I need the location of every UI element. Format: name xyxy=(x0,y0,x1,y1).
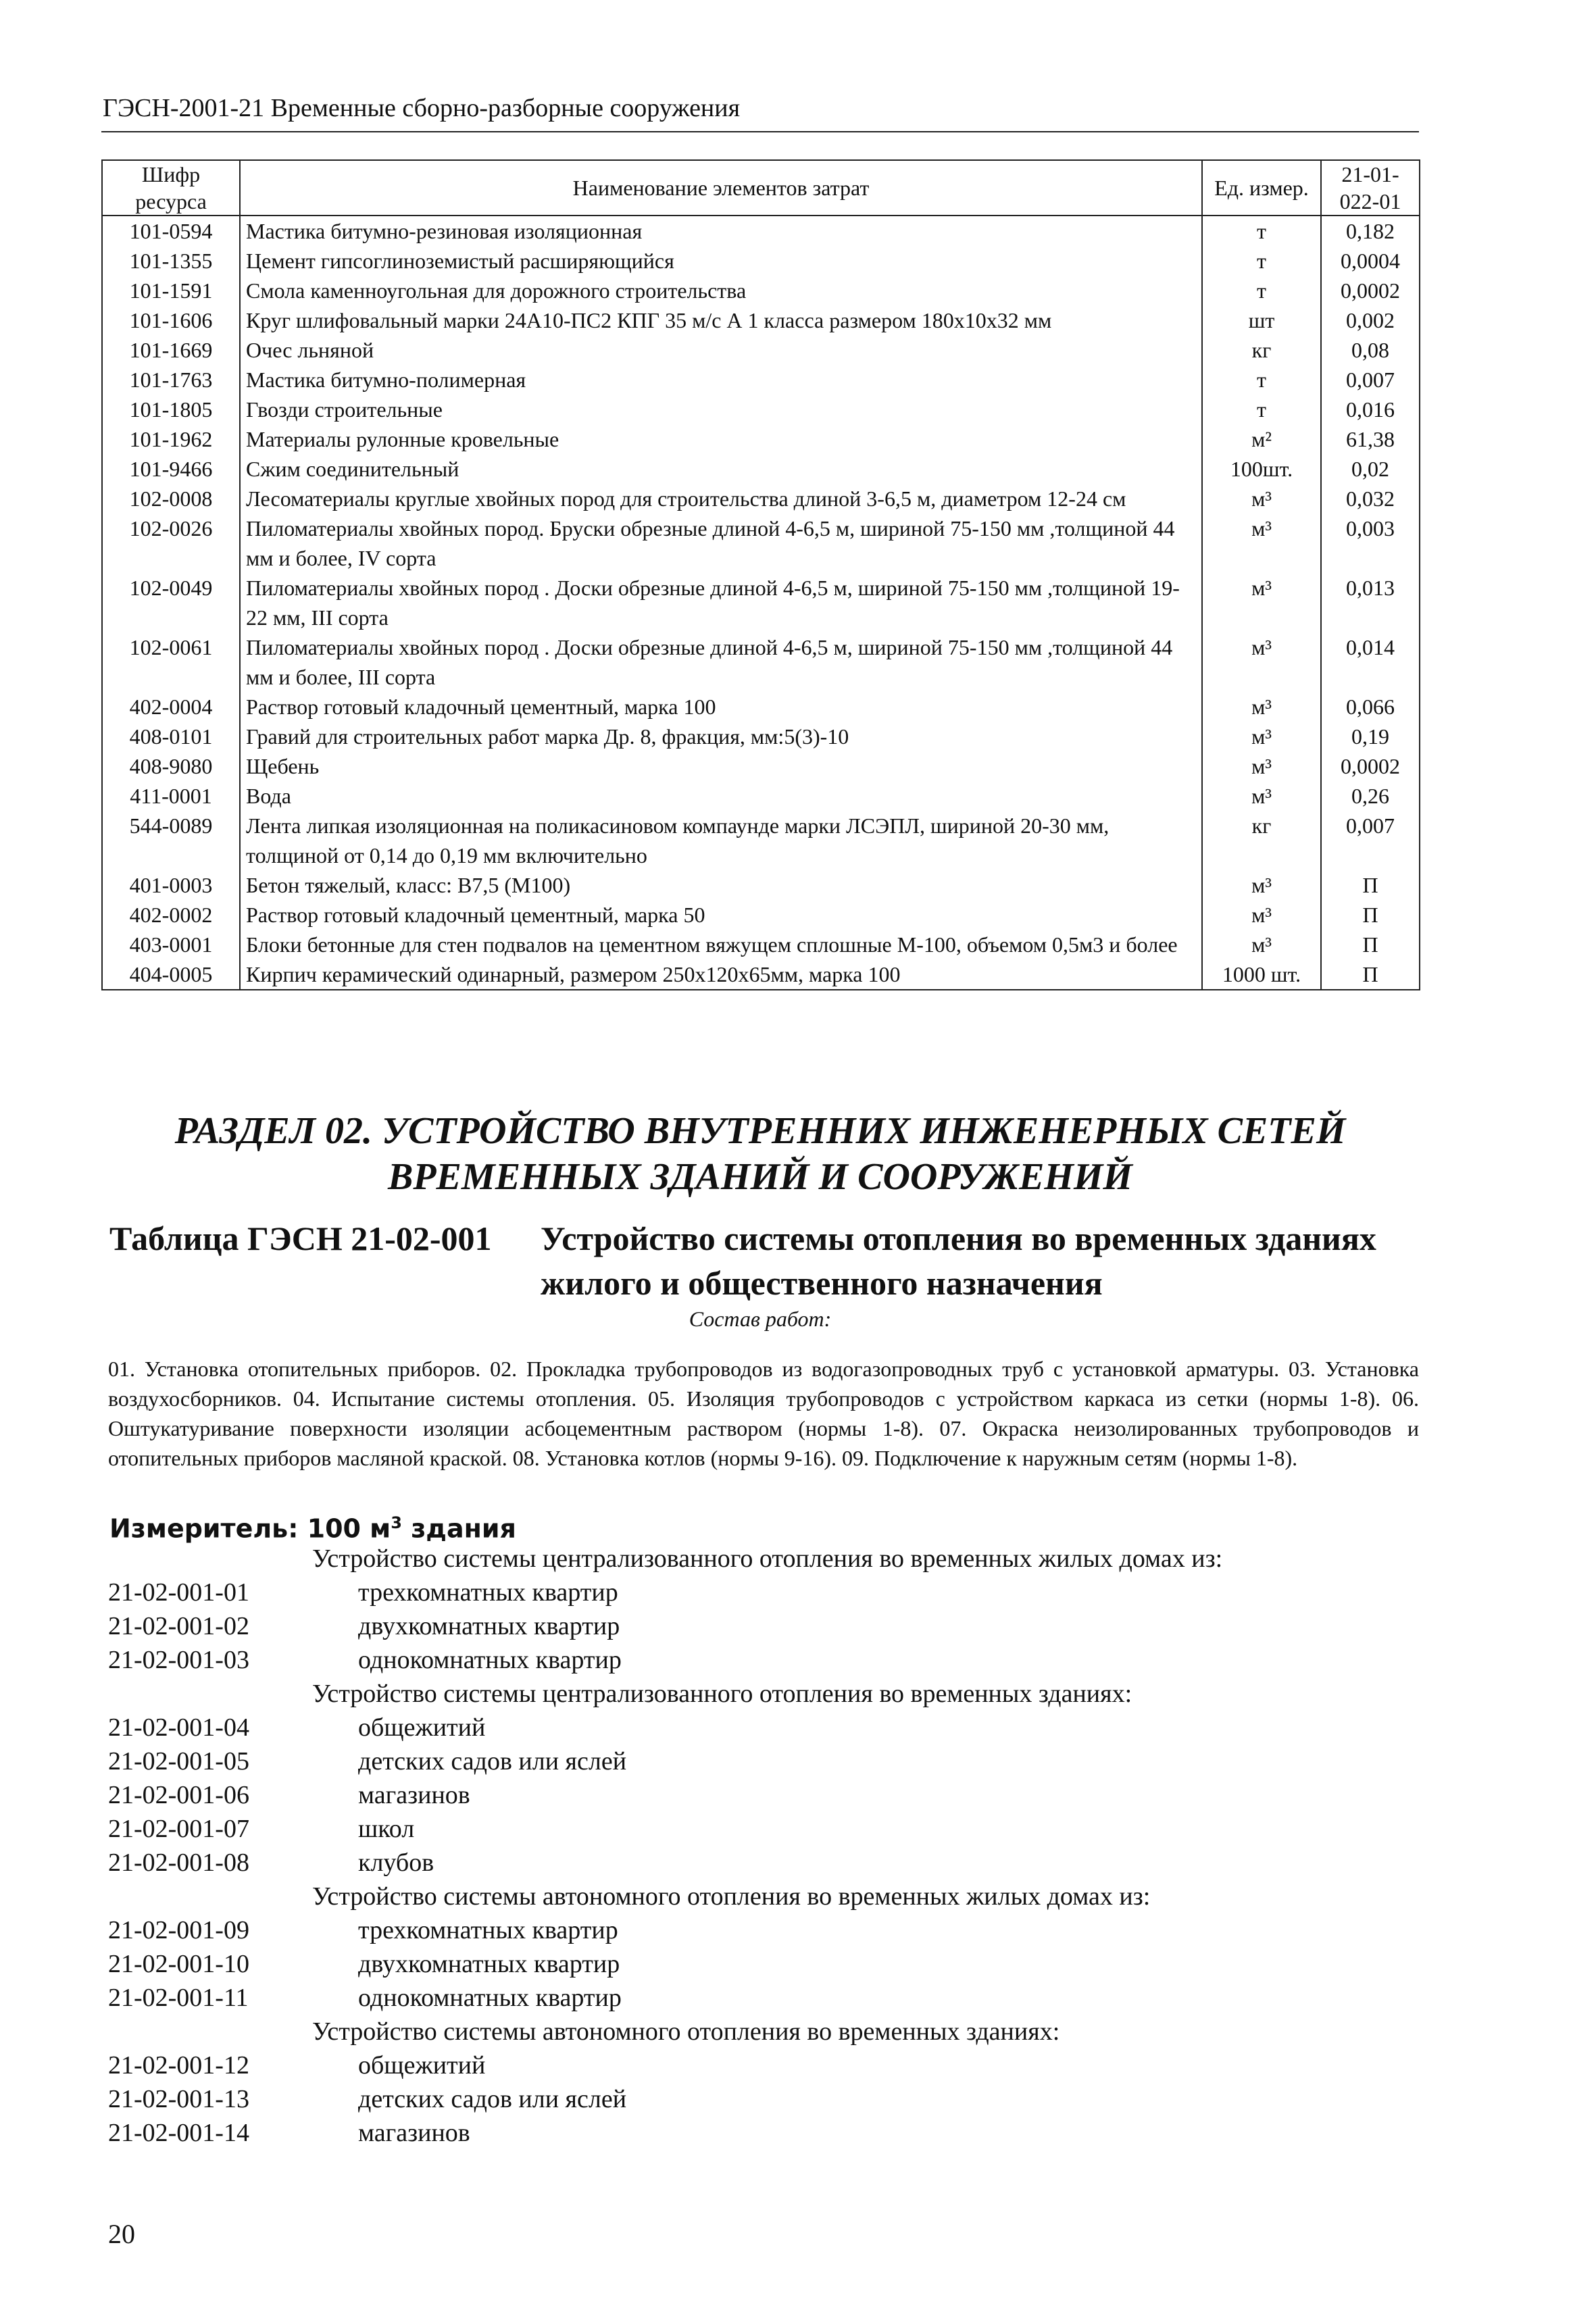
works-description: 01. Установка отопительных приборов. 02. Прокладка трубопроводов из водогазопроводных труб с установкой арматуры. 03. Установка воздухосборников. 04. Испытание системы отопления. 05. Изоляция трубопроводов с устройством каркаса из сетки (нормы 1-8). 06. Оштукатуривание поверхности изоляции асбоцементным раствором (нормы 1-8). 07. Окраска неизолированных трубопроводов и отопительных приборов масляной краской. 08. Установка котлов (нормы 9-16). 09. Подключение к наружным сетям (нормы 1-8). xyxy=(108,1357,1419,1470)
resource-code-cell: 101-1805 xyxy=(102,395,240,424)
resource-name-cell: Бетон тяжелый, класс: В7,5 (М100) xyxy=(240,870,1202,900)
meter-label: Измеритель: 100 м xyxy=(109,1513,391,1544)
resource-value-cell: 0,19 xyxy=(1321,722,1420,751)
norms-list xyxy=(101,1542,1419,2150)
resource-name-cell: Цемент гипсоглиноземистый расширяющийся xyxy=(240,246,1202,276)
resource-code-cell: 101-1591 xyxy=(102,276,240,305)
column-header-norm: 21-01-022-01 xyxy=(1321,160,1420,216)
resource-unit-cell: т xyxy=(1202,216,1321,246)
table-row xyxy=(102,395,1420,424)
table-row xyxy=(102,246,1420,276)
resource-code-cell: 402-0004 xyxy=(102,692,240,722)
resource-name-cell: Материалы рулонные кровельные xyxy=(240,424,1202,454)
norm-code: 21-02-001-08 xyxy=(108,1848,249,1877)
norm-name: школ xyxy=(358,1815,415,1843)
resource-code-cell: 402-0002 xyxy=(102,900,240,930)
norm-code: 21-02-001-11 xyxy=(108,1984,249,2012)
list-item xyxy=(101,1846,1419,1880)
list-item xyxy=(101,1576,1419,1609)
table-row xyxy=(102,454,1420,484)
resource-unit-cell: 1000 шт. xyxy=(1202,959,1321,990)
norm-name: однокомнатных квартир xyxy=(358,1646,622,1674)
table-row xyxy=(102,692,1420,722)
resource-code-cell: 403-0001 xyxy=(102,930,240,959)
list-item xyxy=(101,1643,1419,1677)
resource-value-cell: П xyxy=(1321,959,1420,990)
header-rule xyxy=(101,131,1419,132)
norm-name: общежитий xyxy=(358,2051,486,2080)
works-heading: Состав работ: xyxy=(689,1307,832,1331)
norm-code: 21-02-001-04 xyxy=(108,1713,249,1742)
resource-value-cell: 0,26 xyxy=(1321,781,1420,811)
norm-group-heading: Устройство системы централизованного отопления во временных жилых домах из: xyxy=(312,1544,1223,1573)
list-item xyxy=(101,2048,1419,2082)
meter-suffix: здания xyxy=(411,1513,516,1544)
resource-code-cell: 401-0003 xyxy=(102,870,240,900)
resource-name-cell: Мастика битумно-полимерная xyxy=(240,365,1202,395)
resource-code-cell: 101-1669 xyxy=(102,335,240,365)
norm-name: магазинов xyxy=(358,1781,470,1809)
list-item xyxy=(101,1609,1419,1643)
resource-code-cell: 101-1962 xyxy=(102,424,240,454)
norm-code: 21-02-001-12 xyxy=(108,2051,249,2080)
resource-value-cell: 0,002 xyxy=(1321,305,1420,335)
resource-name-cell: Блоки бетонные для стен подвалов на цементном вяжущем сплошные М-100, объемом 0,5м3 и более xyxy=(240,930,1202,959)
list-item xyxy=(101,1778,1419,1812)
resource-value-cell: П xyxy=(1321,930,1420,959)
resource-code-cell: 101-1355 xyxy=(102,246,240,276)
table-row xyxy=(102,484,1420,513)
meter-line xyxy=(109,1507,516,1545)
resource-name-cell: Раствор готовый кладочный цементный, марка 50 xyxy=(240,900,1202,930)
table-row xyxy=(102,335,1420,365)
list-item xyxy=(101,1947,1419,1981)
column-header-name: Наименование элементов затрат xyxy=(240,160,1202,216)
resource-value-cell: 0,007 xyxy=(1321,811,1420,870)
table-row xyxy=(102,722,1420,751)
norm-code: 21-02-001-09 xyxy=(108,1916,249,1944)
table-row xyxy=(102,513,1420,573)
resource-code-cell: 102-0049 xyxy=(102,573,240,632)
resource-name-cell: Кирпич керамический одинарный, размером 250х120х65мм, марка 100 xyxy=(240,959,1202,990)
resource-name-cell: Пиломатериалы хвойных пород . Доски обрезные длиной 4-6,5 м, шириной 75-150 мм ,толщиной 19-22 мм, III сорта xyxy=(240,573,1202,632)
list-item xyxy=(101,1711,1419,1744)
norm-name: клубов xyxy=(358,1848,434,1877)
norm-group-heading: Устройство системы автономного отопления во временных жилых домах из: xyxy=(312,1882,1151,1911)
resource-code-cell: 544-0089 xyxy=(102,811,240,870)
resource-name-cell: Мастика битумно-резиновая изоляционная xyxy=(240,216,1202,246)
resource-value-cell: 0,182 xyxy=(1321,216,1420,246)
resource-code-cell: 408-0101 xyxy=(102,722,240,751)
resource-value-cell: 61,38 xyxy=(1321,424,1420,454)
resource-unit-cell: м³ xyxy=(1202,692,1321,722)
resource-value-cell: 0,007 xyxy=(1321,365,1420,395)
table-row xyxy=(102,930,1420,959)
resource-code-cell: 101-0594 xyxy=(102,216,240,246)
norm-name: магазинов xyxy=(358,2119,470,2147)
norm-name: детских садов или яслей xyxy=(358,1747,627,1776)
resource-value-cell: П xyxy=(1321,900,1420,930)
table-row xyxy=(102,781,1420,811)
resource-name-cell: Лесоматериалы круглые хвойных пород для строительства длиной 3-6,5 м, диаметром 12-24 см xyxy=(240,484,1202,513)
page-number: 20 xyxy=(108,2219,135,2249)
resource-unit-cell: т xyxy=(1202,276,1321,305)
table-caption-id: Таблица ГЭСН 21-02-001 xyxy=(109,1219,492,1257)
resource-table-header xyxy=(102,160,1420,216)
table-row xyxy=(102,870,1420,900)
norm-group-heading: Устройство системы централизованного отопления во временных зданиях: xyxy=(312,1680,1132,1708)
meter-power: 3 xyxy=(391,1513,402,1532)
table-row xyxy=(102,216,1420,246)
norm-name: трехкомнатных квартир xyxy=(358,1578,618,1607)
resource-name-cell: Щебень xyxy=(240,751,1202,781)
norm-code: 21-02-001-13 xyxy=(108,2085,249,2113)
resource-value-cell: 0,02 xyxy=(1321,454,1420,484)
section-title: РАЗДЕЛ 02. УСТРОЙСТВО ВНУТРЕННИХ ИНЖЕНЕРНЫХ СЕТЕЙ ВРЕМЕННЫХ ЗДАНИЙ И СООРУЖЕНИЙ xyxy=(174,1110,1346,1198)
norm-code: 21-02-001-01 xyxy=(108,1578,249,1607)
resource-unit-cell: м³ xyxy=(1202,513,1321,573)
norm-name: однокомнатных квартир xyxy=(358,1984,622,2012)
list-item xyxy=(101,1981,1419,2015)
norm-name: двухкомнатных квартир xyxy=(358,1612,620,1640)
resource-name-cell: Очес льняной xyxy=(240,335,1202,365)
column-header-code: Шифр ресурса xyxy=(102,160,240,216)
resource-name-cell: Вода xyxy=(240,781,1202,811)
resource-unit-cell: м³ xyxy=(1202,900,1321,930)
norm-code: 21-02-001-14 xyxy=(108,2119,249,2147)
norm-name: общежитий xyxy=(358,1713,486,1742)
norm-name: детских садов или яслей xyxy=(358,2085,627,2113)
table-row xyxy=(102,632,1420,692)
resource-unit-cell: м³ xyxy=(1202,870,1321,900)
norm-name: двухкомнатных квартир xyxy=(358,1950,620,1978)
table-row xyxy=(102,751,1420,781)
resource-unit-cell: м³ xyxy=(1202,722,1321,751)
resource-name-cell: Смола каменноугольная для дорожного строительства xyxy=(240,276,1202,305)
resource-unit-cell: м³ xyxy=(1202,751,1321,781)
resource-value-cell: 0,0004 xyxy=(1321,246,1420,276)
resource-table xyxy=(101,159,1420,990)
table-row xyxy=(102,365,1420,395)
list-item xyxy=(101,1744,1419,1778)
resource-name-cell: Пиломатериалы хвойных пород. Бруски обрезные длиной 4-6,5 м, шириной 75-150 мм ,толщиной 44 мм и более, IV сорта xyxy=(240,513,1202,573)
list-item xyxy=(101,2082,1419,2116)
table-row xyxy=(102,959,1420,990)
resource-unit-cell: м³ xyxy=(1202,930,1321,959)
column-header-unit: Ед. измер. xyxy=(1202,160,1321,216)
resource-value-cell: 0,0002 xyxy=(1321,751,1420,781)
resource-value-cell: П xyxy=(1321,870,1420,900)
norm-code: 21-02-001-02 xyxy=(108,1612,249,1640)
resource-name-cell: Гвозди строительные xyxy=(240,395,1202,424)
resource-value-cell: 0,0002 xyxy=(1321,276,1420,305)
norm-group-heading: Устройство системы автономного отопления во временных зданиях: xyxy=(312,2017,1060,2046)
resource-value-cell: 0,003 xyxy=(1321,513,1420,573)
resource-value-cell: 0,013 xyxy=(1321,573,1420,632)
resource-unit-cell: м³ xyxy=(1202,781,1321,811)
resource-name-cell: Гравий для строительных работ марка Др. 8, фракция, мм:5(3)-10 xyxy=(240,722,1202,751)
list-item xyxy=(101,1812,1419,1846)
resource-value-cell: 0,066 xyxy=(1321,692,1420,722)
norm-code: 21-02-001-10 xyxy=(108,1950,249,1978)
resource-value-cell: 0,014 xyxy=(1321,632,1420,692)
resource-code-cell: 101-9466 xyxy=(102,454,240,484)
resource-code-cell: 101-1763 xyxy=(102,365,240,395)
table-row xyxy=(102,305,1420,335)
resource-unit-cell: шт xyxy=(1202,305,1321,335)
resource-code-cell: 408-9080 xyxy=(102,751,240,781)
resource-unit-cell: м³ xyxy=(1202,484,1321,513)
resource-unit-cell: кг xyxy=(1202,811,1321,870)
resource-name-cell: Раствор готовый кладочный цементный, марка 100 xyxy=(240,692,1202,722)
resource-name-cell: Лента липкая изоляционная на поликасиновом компаунде марки ЛСЭПЛ, шириной 20-30 мм, толщиной от 0,14 до 0,19 мм включительно xyxy=(240,811,1202,870)
table-row xyxy=(102,811,1420,870)
resource-name-cell: Пиломатериалы хвойных пород . Доски обрезные длиной 4-6,5 м, шириной 75-150 мм ,толщиной 44 мм и более, III сорта xyxy=(240,632,1202,692)
table-row xyxy=(102,573,1420,632)
resource-table-body xyxy=(102,216,1420,990)
resource-unit-cell: т xyxy=(1202,395,1321,424)
resource-unit-cell: кг xyxy=(1202,335,1321,365)
list-item xyxy=(101,2116,1419,2150)
resource-code-cell: 404-0005 xyxy=(102,959,240,990)
list-item xyxy=(101,1913,1419,1947)
resource-code-cell: 102-0008 xyxy=(102,484,240,513)
resource-value-cell: 0,08 xyxy=(1321,335,1420,365)
resource-unit-cell: м³ xyxy=(1202,632,1321,692)
norm-name: трехкомнатных квартир xyxy=(358,1916,618,1944)
norm-code: 21-02-001-06 xyxy=(108,1781,249,1809)
resource-code-cell: 102-0026 xyxy=(102,513,240,573)
resource-value-cell: 0,016 xyxy=(1321,395,1420,424)
norm-code: 21-02-001-07 xyxy=(108,1815,249,1843)
resource-unit-cell: т xyxy=(1202,365,1321,395)
resource-name-cell: Сжим соединительный xyxy=(240,454,1202,484)
resource-code-cell: 411-0001 xyxy=(102,781,240,811)
resource-unit-cell: м³ xyxy=(1202,573,1321,632)
norm-code: 21-02-001-05 xyxy=(108,1747,249,1776)
table-caption-title: Устройство системы отопления во временных зданиях жилого и общественного назначения xyxy=(541,1219,1376,1302)
table-row xyxy=(102,276,1420,305)
norm-code: 21-02-001-03 xyxy=(108,1646,249,1674)
table-row xyxy=(102,424,1420,454)
resource-unit-cell: т xyxy=(1202,246,1321,276)
running-header: ГЭСН-2001-21 Временные сборно-разборные сооружения xyxy=(103,94,741,122)
table-row xyxy=(102,900,1420,930)
resource-name-cell: Круг шлифовальный марки 24А10-ПС2 КПГ 35 м/с А 1 класса размером 180х10х32 мм xyxy=(240,305,1202,335)
resource-unit-cell: 100шт. xyxy=(1202,454,1321,484)
resource-code-cell: 101-1606 xyxy=(102,305,240,335)
resource-code-cell: 102-0061 xyxy=(102,632,240,692)
resource-unit-cell: м² xyxy=(1202,424,1321,454)
resource-value-cell: 0,032 xyxy=(1321,484,1420,513)
